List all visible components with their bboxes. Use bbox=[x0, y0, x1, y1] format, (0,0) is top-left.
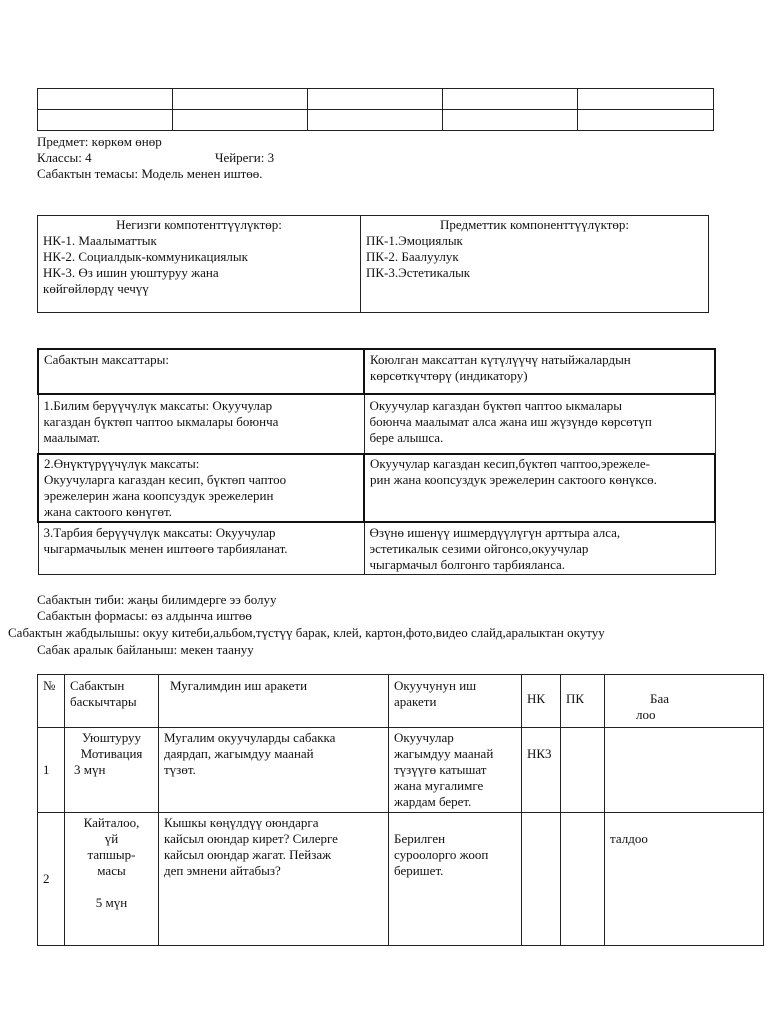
table-cell bbox=[38, 110, 173, 131]
teacher-line: кайсыл оюндар кирет? Силерге bbox=[164, 831, 338, 846]
lesson-equipment: Сабактын жабдылышы: окуу китеби,альбом,түстүү барак, клей, картон,фото,видео слайд,аралыктан окутуу bbox=[8, 625, 605, 640]
header-stage bbox=[65, 675, 159, 728]
indicator-text: боюнча маалымат алса жана иш жүзүндө көрсөтүп bbox=[369, 414, 652, 429]
header-pk-text: ПК bbox=[566, 691, 585, 706]
student-line: түзүүгө катышат bbox=[394, 762, 487, 777]
table-row bbox=[38, 522, 715, 575]
header-student bbox=[389, 675, 522, 728]
stage-line: 3 мүн bbox=[74, 762, 106, 777]
indicator-text: Өзүнө ишенүү ишмердүүлүгүн арттыра алса, bbox=[369, 525, 621, 540]
student-line: жардам берет. bbox=[394, 794, 472, 809]
header-num bbox=[38, 675, 65, 728]
row-teacher bbox=[159, 813, 389, 946]
teacher-line: Кышкы көңүлдүү оюндарга bbox=[164, 815, 319, 830]
table-row bbox=[38, 89, 714, 110]
core-item: НК-2. Социалдык-коммуникациялык bbox=[43, 249, 248, 264]
goal-text: Окуучуларга кагаздан кесип, бүктөп чаптоо bbox=[44, 472, 287, 487]
goal-text: кагаздан бүктөп чаптоо ыкмалары боюнча bbox=[43, 414, 279, 429]
teacher-line: Мугалим окуучуларды сабакка bbox=[164, 730, 336, 745]
row-num-text: 1 bbox=[43, 762, 50, 777]
stage-line bbox=[70, 879, 153, 895]
stage-line: үй bbox=[104, 831, 119, 846]
table-cell bbox=[173, 89, 308, 110]
row-nk-text: НК3 bbox=[527, 746, 552, 761]
indicator-text: Окуучулар кагаздан бүктөп чаптоо ыкмалары bbox=[369, 398, 623, 413]
student-line: Окуучулар bbox=[394, 730, 454, 745]
competencies-table bbox=[37, 215, 709, 313]
indicator-text: бере алышса. bbox=[369, 430, 444, 445]
core-competencies-title: Негизги компотенттүүлүктөр: bbox=[116, 217, 282, 232]
student-line: Берилген bbox=[394, 831, 446, 846]
row-stage bbox=[65, 728, 159, 813]
subject-line: Предмет: көркөм өнөр bbox=[37, 134, 162, 149]
goal-text: эрежелерин жана коопсуздук эрежелерин bbox=[44, 488, 274, 503]
header-stage-line: Сабактын bbox=[70, 678, 125, 693]
table-cell bbox=[443, 89, 578, 110]
topic-line: Сабактын темасы: Модель менен иштөө. bbox=[37, 166, 263, 181]
table-cell bbox=[173, 110, 308, 131]
student-line: жагымдуу маанай bbox=[394, 746, 494, 761]
row-num-text: 2 bbox=[43, 871, 50, 886]
table-row bbox=[38, 110, 714, 131]
quarter-line: Чейреги: 3 bbox=[215, 150, 275, 165]
header-student-line: аракети bbox=[394, 694, 437, 709]
table-cell bbox=[38, 89, 173, 110]
empty-header-table bbox=[37, 88, 714, 131]
teacher-line: түзөт. bbox=[164, 762, 196, 777]
indicator-text: чыгармачыл болгонго тарбияланса. bbox=[369, 557, 566, 572]
header-nk bbox=[522, 675, 561, 728]
row-stage bbox=[65, 813, 159, 946]
goal-right-cell bbox=[364, 454, 715, 522]
subject-item: ПК-2. Баалуулук bbox=[366, 249, 459, 264]
table-cell bbox=[308, 89, 443, 110]
table-row bbox=[38, 813, 764, 946]
lesson-form: Сабактын формасы: өз алдынча иштөө bbox=[37, 608, 252, 623]
header-student-line: Окуучунун иш bbox=[394, 678, 477, 693]
row-student bbox=[389, 728, 522, 813]
table-cell bbox=[308, 110, 443, 131]
goal-left-cell bbox=[38, 454, 364, 522]
header-teacher-text: Мугалимдин иш аракети bbox=[170, 678, 308, 693]
table-row bbox=[38, 454, 715, 522]
stage-line: масы bbox=[97, 863, 126, 878]
teacher-line: кайсыл оюндар жагат. Пейзаж bbox=[164, 847, 332, 862]
subject-competencies-cell bbox=[361, 216, 709, 313]
goals-header-right bbox=[364, 349, 715, 394]
goal-text: маалымат. bbox=[43, 430, 101, 445]
stage-line: Уюштуруу bbox=[81, 730, 142, 745]
teacher-line: даярдап, жагымдуу маанай bbox=[164, 746, 314, 761]
subject-item: ПК-3.Эстетикалык bbox=[366, 265, 471, 280]
row-num bbox=[38, 813, 65, 946]
student-line: жана мугалимге bbox=[394, 778, 484, 793]
goal-left-cell bbox=[38, 394, 364, 454]
row-pk bbox=[561, 813, 605, 946]
row-student bbox=[389, 813, 522, 946]
goals-header-left-text: Сабактын максаттары: bbox=[44, 352, 169, 367]
goals-header-right-line: Коюлган максаттан күтүлүүчү натыйжалардын bbox=[370, 352, 631, 367]
stage-line: Мотивация bbox=[80, 746, 143, 761]
header-num-text: № bbox=[43, 678, 56, 693]
row-teacher bbox=[159, 728, 389, 813]
goal-text: жана сактоого көнүгөт. bbox=[44, 504, 172, 519]
stage-line: Кайталоо, bbox=[83, 815, 140, 830]
header-teacher bbox=[159, 675, 389, 728]
stage-line: 5 мүн bbox=[95, 895, 128, 910]
student-line: суроолорго жооп bbox=[394, 847, 489, 862]
header-grade-line: лоо bbox=[636, 707, 656, 722]
stage-line: тапшыр- bbox=[87, 847, 136, 862]
table-cell bbox=[578, 89, 714, 110]
table-row bbox=[38, 394, 715, 454]
row-grade bbox=[605, 813, 764, 946]
header-nk-text: НК bbox=[527, 691, 546, 706]
goal-right-cell bbox=[364, 522, 715, 575]
row-pk bbox=[561, 728, 605, 813]
student-line: беришет. bbox=[394, 863, 444, 878]
core-item: НК-1. Маалыматтык bbox=[43, 233, 157, 248]
goal-left-cell bbox=[38, 522, 364, 575]
goal-text: чыгармачылык менен иштөөгө тарбияланат. bbox=[43, 541, 288, 556]
goals-header-right-line: көрсөткүчтөрү (индикатору) bbox=[370, 368, 528, 383]
row-num bbox=[38, 728, 65, 813]
row-nk bbox=[522, 813, 561, 946]
core-competencies-cell bbox=[38, 216, 361, 313]
table-cell bbox=[443, 110, 578, 131]
core-item: НК-3. Өз ишин уюштуруу жана bbox=[43, 265, 219, 280]
class-line: Классы: 4 bbox=[37, 150, 92, 165]
goal-text: 2.Өнүктүрүүчүлүк максаты: bbox=[44, 456, 200, 471]
subject-item: ПК-1.Эмоциялык bbox=[366, 233, 463, 248]
lesson-links: Сабак аралык байланыш: мекен таануу bbox=[37, 642, 254, 657]
indicator-text: Окуучулар кагаздан кесип,бүктөп чаптоо,эрежеле- bbox=[370, 456, 651, 471]
goals-table bbox=[37, 348, 716, 575]
indicator-text: эстетикалык сезими ойгонсо,окуучулар bbox=[369, 541, 589, 556]
indicator-text: рин жана коопсуздук эрежелерин сактоого көнүксө. bbox=[370, 472, 657, 487]
header-grade bbox=[605, 675, 764, 728]
goal-text: 3.Тарбия берүүчүлүк максаты: Окуучулар bbox=[43, 525, 276, 540]
row-grade bbox=[605, 728, 764, 813]
table-row bbox=[38, 675, 764, 728]
table-row bbox=[38, 728, 764, 813]
teacher-line: деп эмнени айтабыз? bbox=[164, 863, 281, 878]
header-pk bbox=[561, 675, 605, 728]
table-row bbox=[38, 349, 715, 394]
lesson-plan-table bbox=[37, 674, 764, 946]
goal-text: 1.Билим берүүчүлүк максаты: Окуучулар bbox=[43, 398, 273, 413]
row-grade-text: талдоо bbox=[610, 831, 648, 846]
goal-right-cell bbox=[364, 394, 715, 454]
header-grade-line: Баа bbox=[650, 691, 670, 706]
header-stage-line: баскычтары bbox=[70, 694, 137, 709]
lesson-type: Сабактын тиби: жаңы билимдерге ээ болуу bbox=[37, 592, 277, 607]
core-item: көйгөйлөрдү чечүү bbox=[43, 281, 149, 296]
row-nk bbox=[522, 728, 561, 813]
goals-header-left bbox=[38, 349, 364, 394]
table-cell bbox=[578, 110, 714, 131]
table-row bbox=[38, 216, 709, 313]
subject-competencies-title: Предметтик компоненттүүлүктөр: bbox=[439, 217, 630, 232]
